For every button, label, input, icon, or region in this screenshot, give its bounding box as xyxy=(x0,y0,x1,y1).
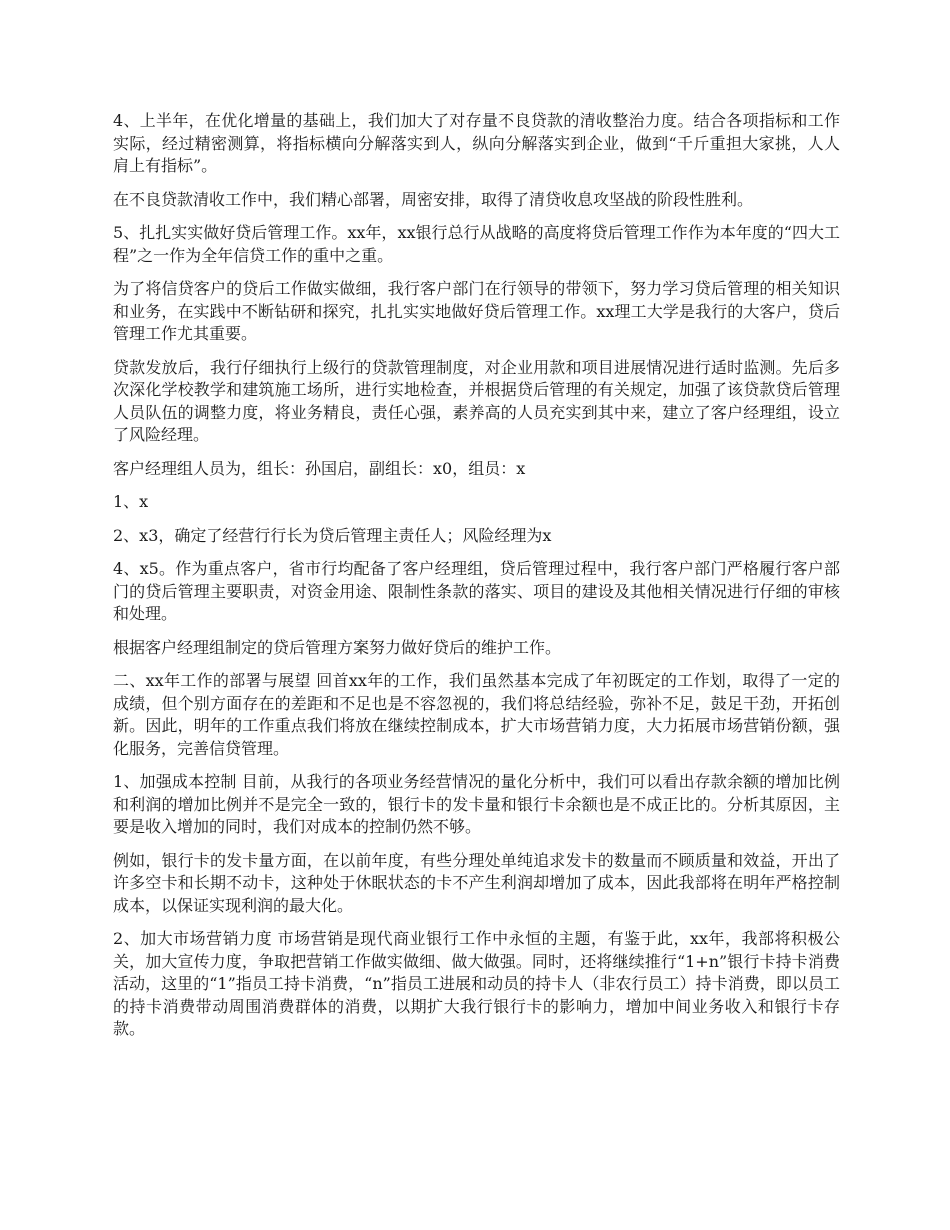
paragraph: 在不良贷款清收工作中，我们精心部署，周密安排，取得了清贷收息攻坚战的阶段性胜利。 xyxy=(113,189,754,209)
paragraph: 1、x xyxy=(113,492,149,511)
paragraph: 4、x5。作为重点客户，省市行均配备了客户经理组，贷后管理过程中，我行客户部门严格履行客户部门的贷后管理主要职责，对资金用途、限制性条款的落实、项目的建设及其他相关情况进行仔细的审核和处理。 xyxy=(113,559,840,623)
paragraph: 2、加大市场营销力度 市场营销是现代商业银行工作中永恒的主题，有鉴于此，xx年，我部将积极公关，加大宣传力度，争取把营销工作做实做细、做大做强。同时，还将继续推行“1+n”银行卡持卡消费活动，这里的“1”指员工持卡消费，“n”指员工进展和动员的持卡人（非农行员工）持卡消费，即以员工的持卡消费带动周围消费群体的消费，以期扩大我行银行卡的影响力，增加中间业务收入和银行卡存款。 xyxy=(113,929,840,1038)
paragraph: 为了将信贷客户的贷后工作做实做细，我行客户部门在行领导的带领下，努力学习贷后管理的相关知识和业务，在实践中不断钻研和探究，扎扎实实地做好贷后管理工作。xx理工大学是我行的大客户，贷后管理工作尤其重要。 xyxy=(113,279,840,343)
document-body xyxy=(113,110,840,1052)
paragraph: 1、加强成本控制 目前，从我行的各项业务经营情况的量化分析中，我们可以看出存款余额的增加比例和利润的增加比例并不是完全一致的，银行卡的发卡量和银行卡余额也是不成正比的。分析其原因，主要是收入增加的同时，我们对成本的控制仍然不够。 xyxy=(113,772,840,836)
paragraph: 客户经理组人员为，组长：孙国启，副组长：x0，组员：x xyxy=(113,458,526,478)
paragraph: 二、xx年工作的部署与展望 回首xx年的工作，我们虽然基本完成了年初既定的工作划，取得了一定的成绩，但个别方面存在的差距和不足也是不容忽视的，我们将总结经验，弥补不足，鼓足干劲，开拓创新。因此，明年的工作重点我们将放在继续控制成本，扩大市场营销力度，大力拓展市场营销份额，强化服务，完善信贷管理。 xyxy=(113,671,840,758)
paragraph: 4、上半年，在优化增量的基础上，我们加大了对存量不良贷款的清收整治力度。结合各项指标和工作实际，经过精密测算，将指标横向分解落实到人，纵向分解落实到企业，做到“千斤重担大家挑，人人肩上有指标”。 xyxy=(113,111,840,175)
paragraph: 2、x3，确定了经营行行长为贷后管理主责任人；风险经理为x xyxy=(113,525,552,545)
paragraph: 例如，银行卡的发卡量方面，在以前年度，有些分理处单纯追求发卡的数量而不顾质量和效益，开出了许多空卡和长期不动卡，这种处于休眠状态的卡不产生利润却增加了成本，因此我部将在明年严格控制成本，以保证实现利润的最大化。 xyxy=(113,850,840,915)
paragraph: 贷款发放后，我行仔细执行上级行的贷款管理制度，对企业用款和项目进展情况进行适时监测。先后多次深化学校教学和建筑施工场所，进行实地检查，并根据贷后管理的有关规定，加强了该贷款贷后管理人员队伍的调整力度，将业务精良，责任心强，素养高的人员充实到其中来，建立了客户经理组，设立了风险经理。 xyxy=(113,357,840,444)
paragraph: 根据客户经理组制定的贷后管理方案努力做好贷后的维护工作。 xyxy=(113,637,562,657)
paragraph: 5、扎扎实实做好贷后管理工作。xx年，xx银行总行从战略的高度将贷后管理工作作为本年度的“四大工程”之一作为全年信贷工作的重中之重。 xyxy=(113,223,840,265)
